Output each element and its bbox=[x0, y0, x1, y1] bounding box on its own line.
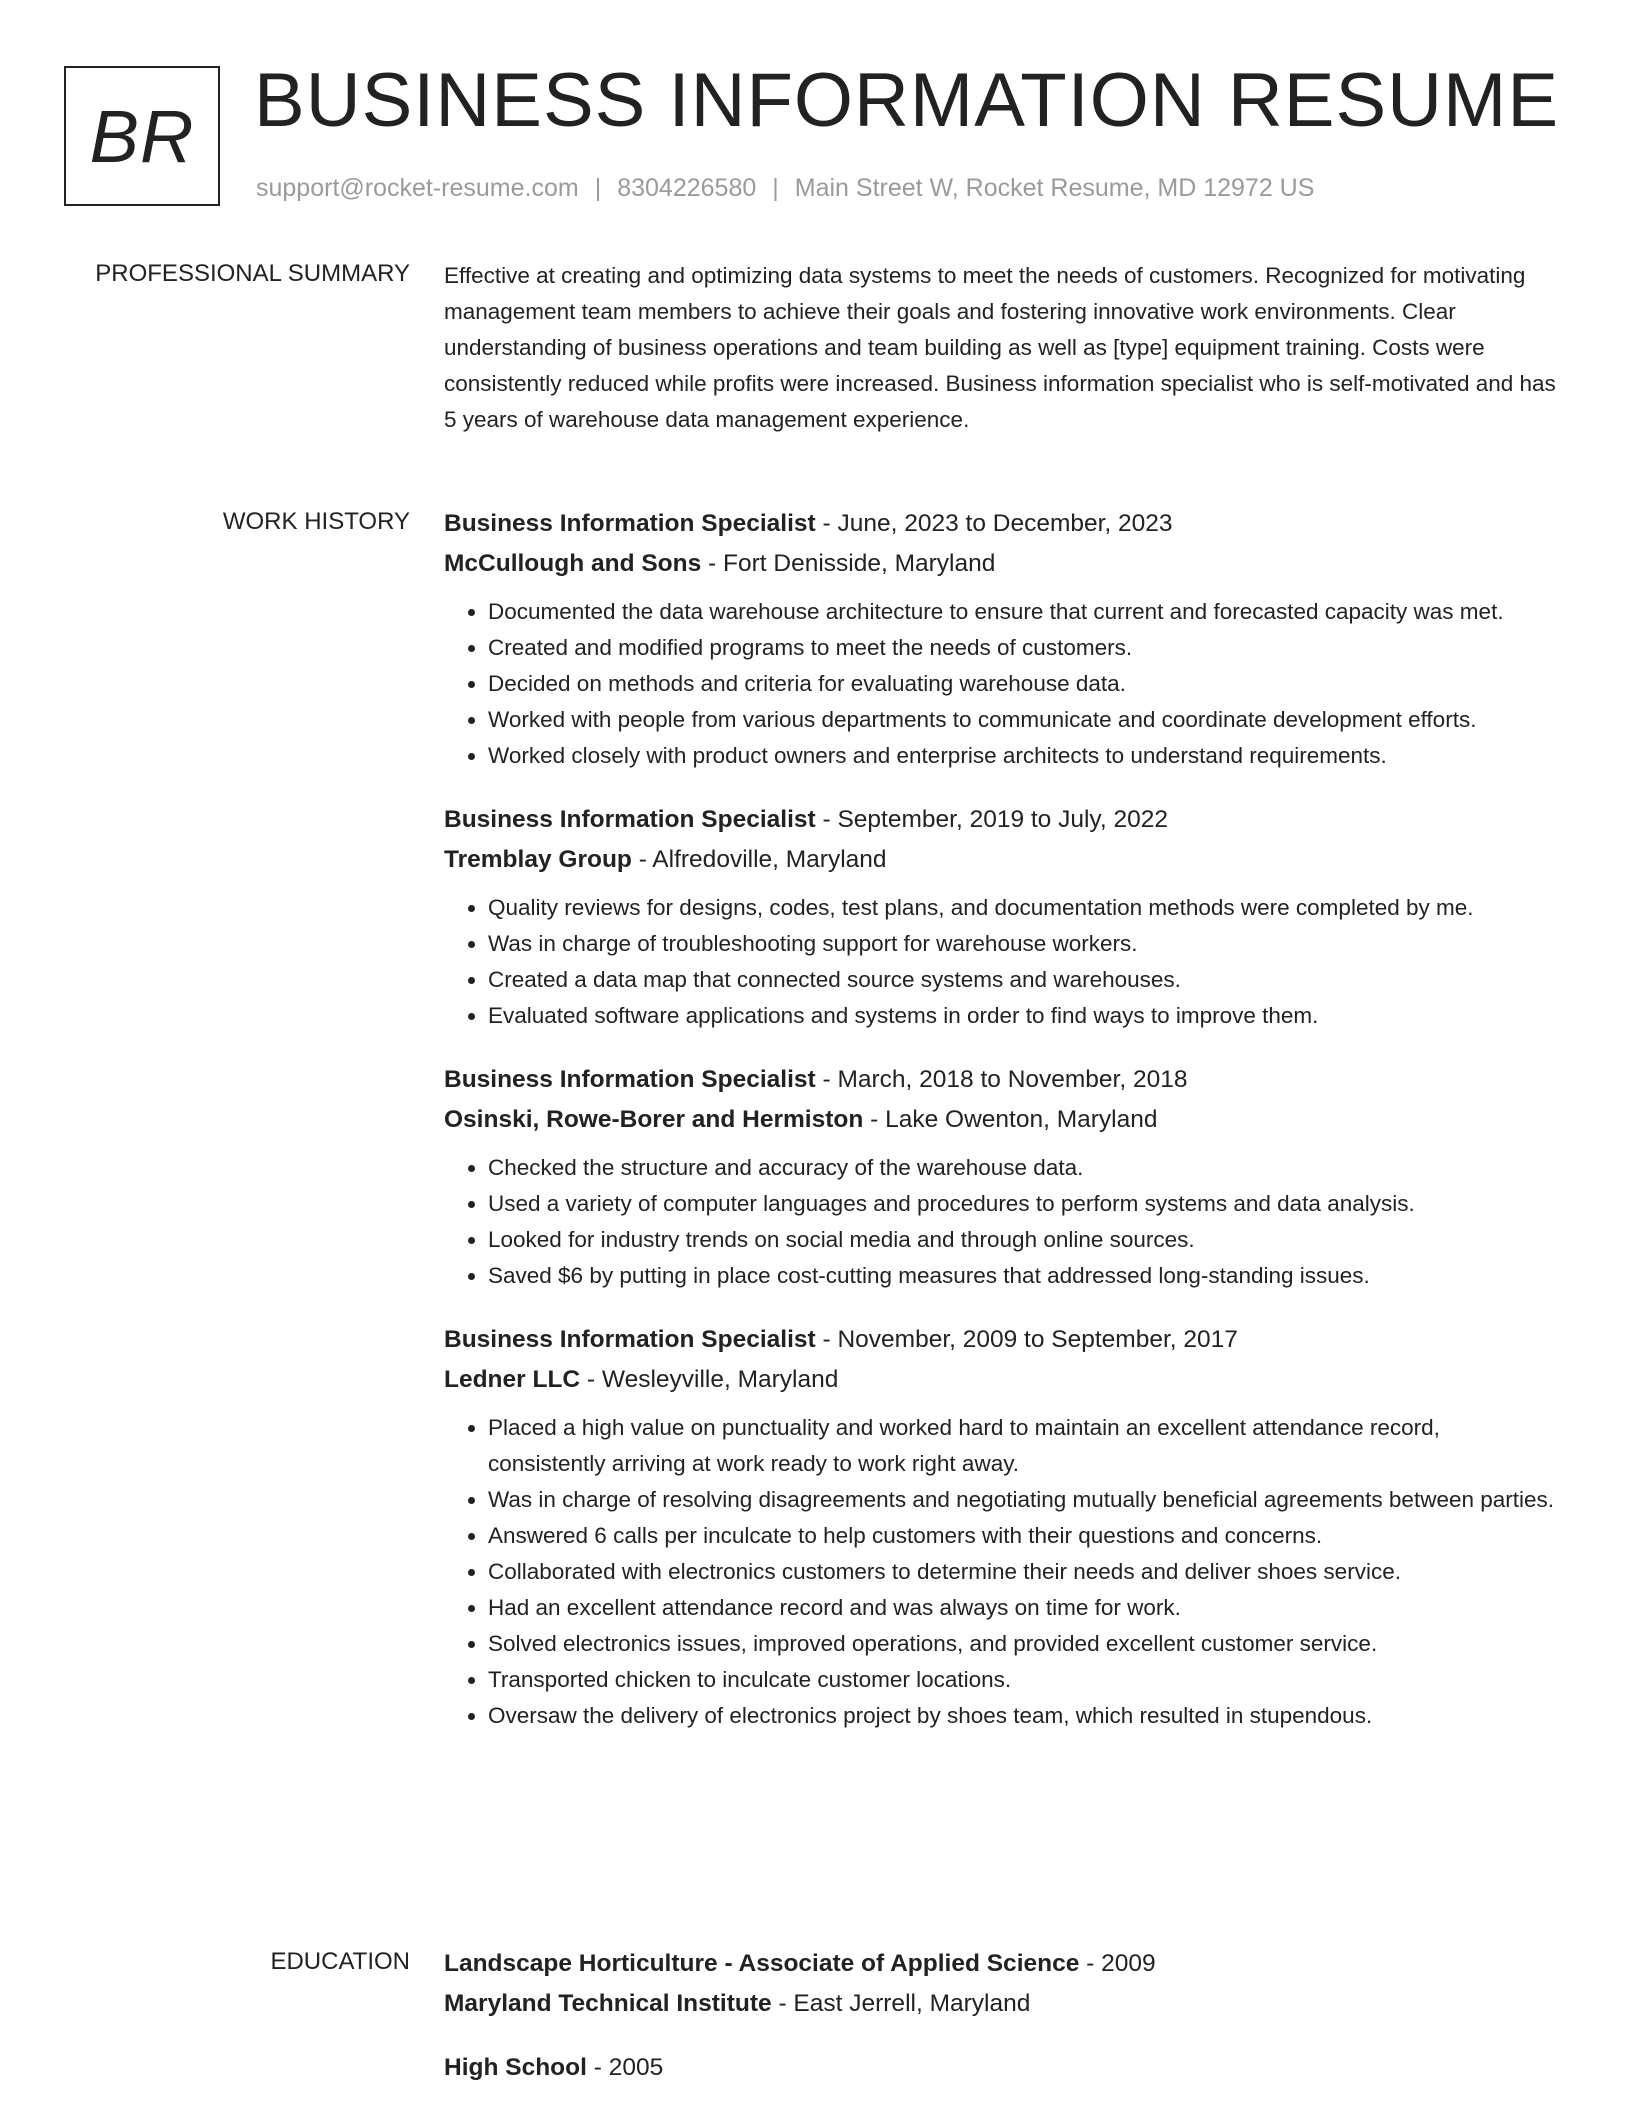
job-bullets bbox=[444, 890, 1559, 1034]
job-company-line bbox=[444, 840, 1559, 880]
job-title-line bbox=[444, 1060, 1559, 1100]
job-bullet: • Had an excellent attendance record and was always on time for work. bbox=[488, 1590, 1559, 1626]
job-bullet: • Placed a high value on punctuality and worked hard to maintain an excellent attendance record, consistently arriving at work ready to work right away. bbox=[488, 1410, 1559, 1482]
job-bullet: • Created and modified programs to meet the needs of customers. bbox=[488, 630, 1559, 666]
section-label-education: EDUCATION bbox=[270, 1948, 410, 1975]
job-bullet: • Checked the structure and accuracy of the warehouse data. bbox=[488, 1150, 1559, 1186]
job-bullets bbox=[444, 1150, 1559, 1294]
job-location: - Fort Denisside, Maryland bbox=[701, 550, 996, 577]
education-location: - East Jerrell, Maryland bbox=[771, 1990, 1031, 2017]
job-bullet: • Saved $6 by putting in place cost-cutting measures that addressed long-standing issues. bbox=[488, 1258, 1559, 1294]
resume-title: BUSINESS INFORMATION RESUME bbox=[254, 58, 1560, 143]
job-company-line bbox=[444, 1100, 1559, 1140]
job-location: - Alfredoville, Maryland bbox=[631, 846, 887, 873]
education-degree: High School bbox=[444, 2054, 587, 2081]
job-bullet: • Transported chicken to inculcate customer locations. bbox=[488, 1662, 1559, 1698]
job-title: Business Information Specialist bbox=[444, 806, 816, 833]
job-bullet: • Worked closely with product owners and enterprise architects to understand requirements. bbox=[488, 738, 1559, 774]
job-bullet: • Evaluated software applications and systems in order to find ways to improve them. bbox=[488, 998, 1559, 1034]
job-bullet: • Decided on methods and criteria for evaluating warehouse data. bbox=[488, 666, 1559, 702]
contact-separator: | bbox=[772, 174, 779, 202]
job-dates: - March, 2018 to November, 2018 bbox=[815, 1066, 1188, 1093]
job-bullets bbox=[444, 1410, 1559, 1734]
job-company-line bbox=[444, 1360, 1559, 1400]
contact-line bbox=[256, 174, 1314, 203]
job-bullet: • Was in charge of resolving disagreements and negotiating mutually beneficial agreements between parties. bbox=[488, 1482, 1559, 1518]
job-bullet: • Worked with people from various departments to communicate and coordinate development efforts. bbox=[488, 702, 1559, 738]
job-title-line bbox=[444, 504, 1559, 544]
contact-address: Main Street W, Rocket Resume, MD 12972 US bbox=[794, 174, 1315, 202]
work-history-body bbox=[444, 504, 1559, 1760]
job-bullet: • Quality reviews for designs, codes, test plans, and documentation methods were completed by me. bbox=[488, 890, 1559, 926]
job-bullet: • Answered 6 calls per inculcate to help customers with their questions and concerns. bbox=[488, 1518, 1559, 1554]
job-bullet: • Oversaw the delivery of electronics project by shoes team, which resulted in stupendous. bbox=[488, 1698, 1559, 1734]
education-entry bbox=[444, 1944, 1559, 2024]
job-dates: - June, 2023 to December, 2023 bbox=[815, 510, 1173, 537]
job-dates: - November, 2009 to September, 2017 bbox=[815, 1326, 1238, 1353]
contact-phone: 8304226580 bbox=[617, 174, 757, 202]
job-entry bbox=[444, 1320, 1559, 1734]
job-title-line bbox=[444, 800, 1559, 840]
job-company-line bbox=[444, 544, 1559, 584]
job-company: Ledner LLC bbox=[444, 1366, 581, 1393]
education-degree-line bbox=[444, 2048, 1559, 2088]
job-dates: - September, 2019 to July, 2022 bbox=[815, 806, 1168, 833]
education-degree-line bbox=[444, 1944, 1559, 1984]
education-degree: Landscape Horticulture - Associate of Applied Science bbox=[444, 1950, 1080, 1977]
contact-email: support@rocket-resume.com bbox=[256, 174, 579, 202]
job-title: Business Information Specialist bbox=[444, 1066, 816, 1093]
summary-text: Effective at creating and optimizing data systems to meet the needs of customers. Recognized for motivating management team members to achieve their goals and fostering innovative work environments. Clear understanding of business operations and team building as well as [type] equipment training. Costs were consistently reduced while profits were increased. Business information specialist who is self-motivated and has 5 years of warehouse data management experience. bbox=[444, 263, 1556, 432]
job-entry bbox=[444, 504, 1559, 774]
job-entry bbox=[444, 800, 1559, 1034]
section-label-work-history: WORK HISTORY bbox=[222, 508, 410, 535]
job-bullet: • Created a data map that connected source systems and warehouses. bbox=[488, 962, 1559, 998]
education-school-line bbox=[444, 1984, 1559, 2024]
job-bullet: • Used a variety of computer languages and procedures to perform systems and data analysis. bbox=[488, 1186, 1559, 1222]
job-title: Business Information Specialist bbox=[444, 510, 816, 537]
job-bullet: • Solved electronics issues, improved operations, and provided excellent customer service. bbox=[488, 1626, 1559, 1662]
job-bullet: • Looked for industry trends on social media and through online sources. bbox=[488, 1222, 1559, 1258]
job-location: - Wesleyville, Maryland bbox=[580, 1366, 839, 1393]
education-entry bbox=[444, 2048, 1559, 2088]
job-bullet: • Documented the data warehouse architecture to ensure that current and forecasted capacity was met. bbox=[488, 594, 1559, 630]
job-company: Tremblay Group bbox=[444, 846, 632, 873]
monogram-badge: BR bbox=[64, 66, 220, 206]
job-company: Osinski, Rowe-Borer and Hermiston bbox=[444, 1106, 864, 1133]
summary-body bbox=[444, 258, 1559, 438]
job-company: McCullough and Sons bbox=[444, 550, 702, 577]
education-year: - 2009 bbox=[1079, 1950, 1156, 1977]
job-title: Business Information Specialist bbox=[444, 1326, 816, 1353]
job-title-line bbox=[444, 1320, 1559, 1360]
education-school: Maryland Technical Institute bbox=[444, 1990, 772, 2017]
section-label-summary: PROFESSIONAL SUMMARY bbox=[95, 260, 410, 287]
job-entry bbox=[444, 1060, 1559, 1294]
education-body bbox=[444, 1944, 1559, 2112]
job-location: - Lake Owenton, Maryland bbox=[863, 1106, 1158, 1133]
contact-separator: | bbox=[594, 174, 602, 202]
job-bullet: • Was in charge of troubleshooting support for warehouse workers. bbox=[488, 926, 1559, 962]
job-bullets bbox=[444, 594, 1559, 774]
job-bullet: • Collaborated with electronics customers to determine their needs and deliver shoes service. bbox=[488, 1554, 1559, 1590]
education-year: - 2005 bbox=[586, 2054, 664, 2081]
